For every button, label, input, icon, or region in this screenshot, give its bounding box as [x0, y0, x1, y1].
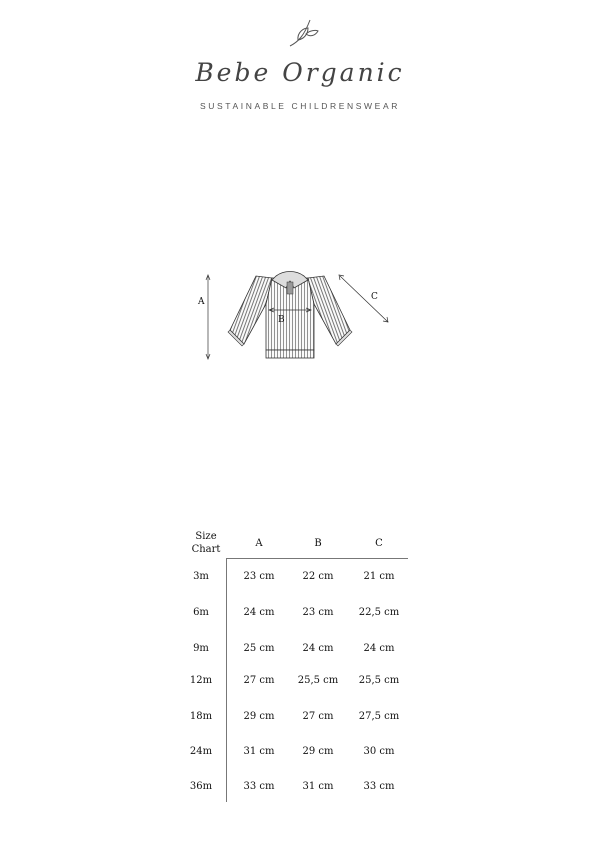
column-header-c: C — [375, 538, 383, 549]
cell-a: 29 cm — [243, 711, 275, 722]
brand-name: Bebe Organic — [195, 58, 405, 87]
cell-c: 21 cm — [363, 571, 395, 582]
size-chart-header-line1: Size — [195, 531, 217, 542]
cell-c: 27,5 cm — [358, 711, 400, 722]
column-header-b: B — [314, 538, 322, 549]
cell-c: 24 cm — [363, 643, 395, 654]
size-label: 36m — [189, 781, 213, 792]
header-divider — [226, 558, 408, 559]
size-label: 24m — [189, 746, 213, 757]
column-header-a: A — [255, 538, 263, 549]
label-b: B — [278, 315, 285, 325]
cell-b: 25,5 cm — [297, 675, 339, 686]
label-a: A — [198, 297, 205, 307]
size-label: 6m — [193, 607, 209, 618]
cell-c: 22,5 cm — [358, 607, 400, 618]
brand-tagline: SUSTAINABLE CHILDRENSWEAR — [200, 101, 400, 111]
cell-b: 27 cm — [302, 711, 334, 722]
cell-b: 23 cm — [302, 607, 334, 618]
cell-b: 29 cm — [302, 746, 334, 757]
size-chart-header-label — [178, 530, 234, 556]
cell-a: 23 cm — [243, 571, 275, 582]
size-label: 3m — [193, 571, 209, 582]
size-column-divider — [226, 558, 227, 802]
size-label: 9m — [193, 643, 209, 654]
cell-a: 31 cm — [243, 746, 275, 757]
cell-b: 24 cm — [302, 643, 334, 654]
cell-b: 31 cm — [302, 781, 334, 792]
cell-a: 27 cm — [243, 675, 275, 686]
cell-b: 22 cm — [302, 571, 334, 582]
cell-c: 25,5 cm — [358, 675, 400, 686]
size-label: 18m — [189, 711, 213, 722]
cell-a: 33 cm — [243, 781, 275, 792]
cell-c: 33 cm — [363, 781, 395, 792]
cell-c: 30 cm — [363, 746, 395, 757]
size-chart-header-line2: Chart — [191, 544, 221, 555]
label-c: C — [371, 292, 378, 302]
sweater-measurement-diagram — [190, 264, 390, 364]
size-label: 12m — [189, 675, 213, 686]
leaf-logo-icon — [284, 16, 324, 52]
cell-a: 25 cm — [243, 643, 275, 654]
cell-a: 24 cm — [243, 607, 275, 618]
